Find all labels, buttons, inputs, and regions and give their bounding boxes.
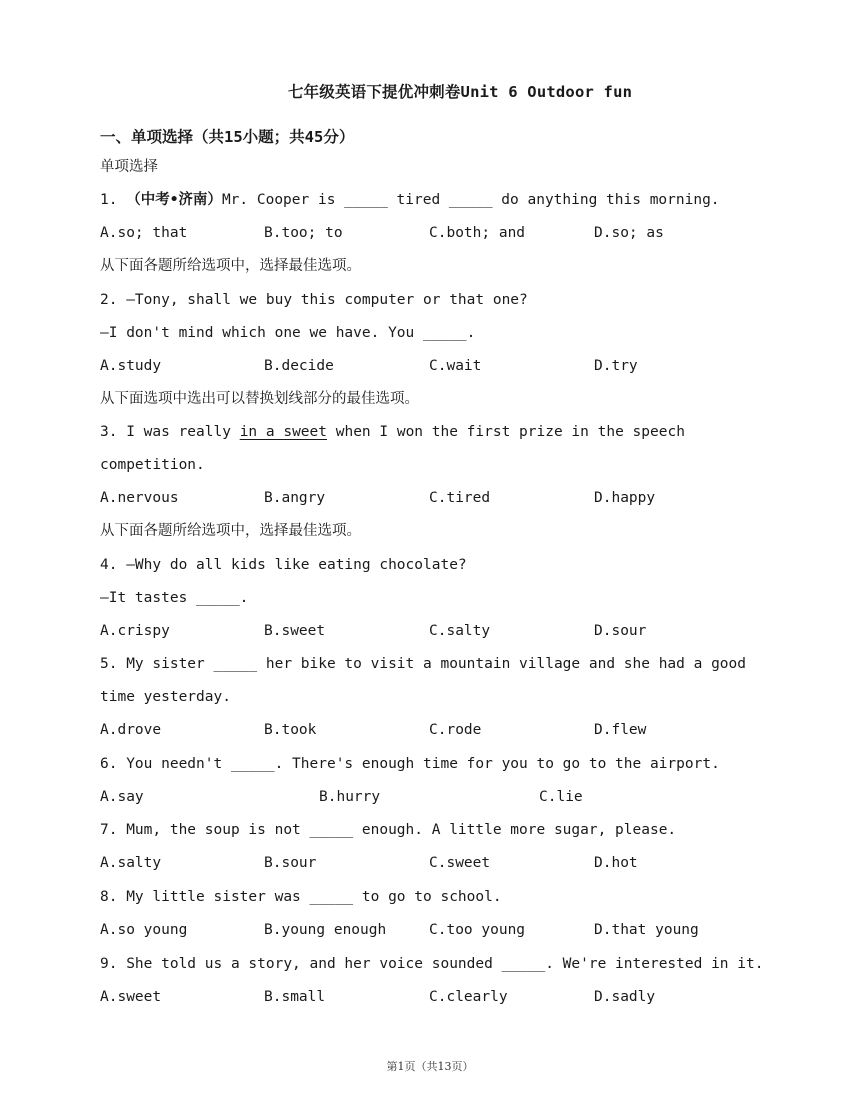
instruction: 从下面选项中选出可以替换划线部分的最佳选项。 [100, 391, 419, 407]
question-3-line-2: competition. [100, 457, 205, 473]
question-7-options [100, 853, 760, 873]
page-title: 七年级英语下提优冲刺卷Unit 6 Outdoor fun [287, 83, 633, 101]
option-c[interactable]: C.tired [429, 490, 491, 506]
question-4-line-1: 4. —Why do all kids like eating chocolate? [100, 557, 467, 573]
option-c[interactable]: C.too young [429, 922, 526, 938]
option-b[interactable]: B.young enough [264, 922, 387, 938]
option-b[interactable]: B.took [264, 722, 317, 738]
question-2-line-1: 2. —Tony, shall we buy this computer or that one? [100, 292, 528, 308]
option-d[interactable]: D.happy [594, 490, 656, 506]
question-1-source-tag: （中考•济南） [126, 192, 222, 208]
option-d[interactable]: D.that young [594, 922, 699, 938]
option-a[interactable]: A.so young [100, 922, 188, 938]
option-c[interactable]: C.wait [429, 358, 482, 374]
option-d[interactable]: D.hot [594, 855, 638, 871]
option-c[interactable]: C.rode [429, 722, 482, 738]
question-1 [100, 190, 720, 210]
question-1-options [100, 223, 760, 243]
option-a[interactable]: A.so; that [100, 225, 188, 241]
option-a[interactable]: A.salty [100, 855, 162, 871]
option-c[interactable]: C.salty [429, 623, 491, 639]
option-a[interactable]: A.drove [100, 722, 162, 738]
section-heading: 一、单项选择（共15小题；共45分） [100, 128, 355, 146]
option-b[interactable]: B.hurry [319, 789, 381, 805]
question-5-options [100, 720, 760, 740]
option-b[interactable]: B.too; to [264, 225, 343, 241]
option-a[interactable]: A.crispy [100, 623, 170, 639]
option-b[interactable]: B.sweet [264, 623, 326, 639]
option-d[interactable]: D.try [594, 358, 638, 374]
question-3-text-pre: 3. I was really [100, 424, 240, 440]
question-5-line-2: time yesterday. [100, 689, 231, 705]
question-1-number: 1. [100, 192, 127, 208]
option-a[interactable]: A.nervous [100, 490, 179, 506]
question-3-text-post: when I won the first prize in the speech [327, 424, 685, 440]
option-a[interactable]: A.study [100, 358, 162, 374]
option-a[interactable]: A.sweet [100, 989, 162, 1005]
option-b[interactable]: B.decide [264, 358, 334, 374]
question-8-options [100, 920, 760, 940]
question-3-options [100, 488, 760, 508]
question-6-line-1: 6. You needn't _____. There's enough time for you to go to the airport. [100, 756, 720, 772]
question-2-options [100, 356, 760, 376]
question-3-line-1 [100, 422, 685, 442]
question-5-line-1: 5. My sister _____ her bike to visit a mountain village and she had a good [100, 656, 747, 672]
page-footer: 第1页（共13页） [386, 1060, 474, 1073]
option-d[interactable]: D.sour [594, 623, 647, 639]
option-b[interactable]: B.sour [264, 855, 317, 871]
option-d[interactable]: D.so; as [594, 225, 664, 241]
underlined-phrase: in a sweet [239, 424, 327, 440]
question-1-text: Mr. Cooper is _____ tired _____ do anything this morning. [221, 192, 720, 208]
option-c[interactable]: C.both; and [429, 225, 526, 241]
option-c[interactable]: C.clearly [429, 989, 508, 1005]
option-b[interactable]: B.small [264, 989, 326, 1005]
option-d[interactable]: D.sadly [594, 989, 656, 1005]
option-c[interactable]: C.sweet [429, 855, 491, 871]
question-4-options [100, 621, 760, 641]
option-c[interactable]: C.lie [539, 789, 583, 805]
option-d[interactable]: D.flew [594, 722, 647, 738]
instruction: 从下面各题所给选项中，选择最佳选项。 [100, 523, 361, 539]
question-7-line-1: 7. Mum, the soup is not _____ enough. A little more sugar, please. [100, 822, 677, 838]
question-9-options [100, 987, 760, 1007]
subheading: 单项选择 [100, 159, 158, 175]
option-b[interactable]: B.angry [264, 490, 326, 506]
question-9-line-1: 9. She told us a story, and her voice sounded _____. We're interested in it. [100, 956, 764, 972]
question-4-line-2: —It tastes _____. [100, 590, 249, 606]
question-6-options [100, 787, 760, 807]
instruction: 从下面各题所给选项中，选择最佳选项。 [100, 258, 361, 274]
question-2-line-2: —I don't mind which one we have. You _____. [100, 325, 476, 341]
option-a[interactable]: A.say [100, 789, 144, 805]
question-8-line-1: 8. My little sister was _____ to go to school. [100, 889, 502, 905]
